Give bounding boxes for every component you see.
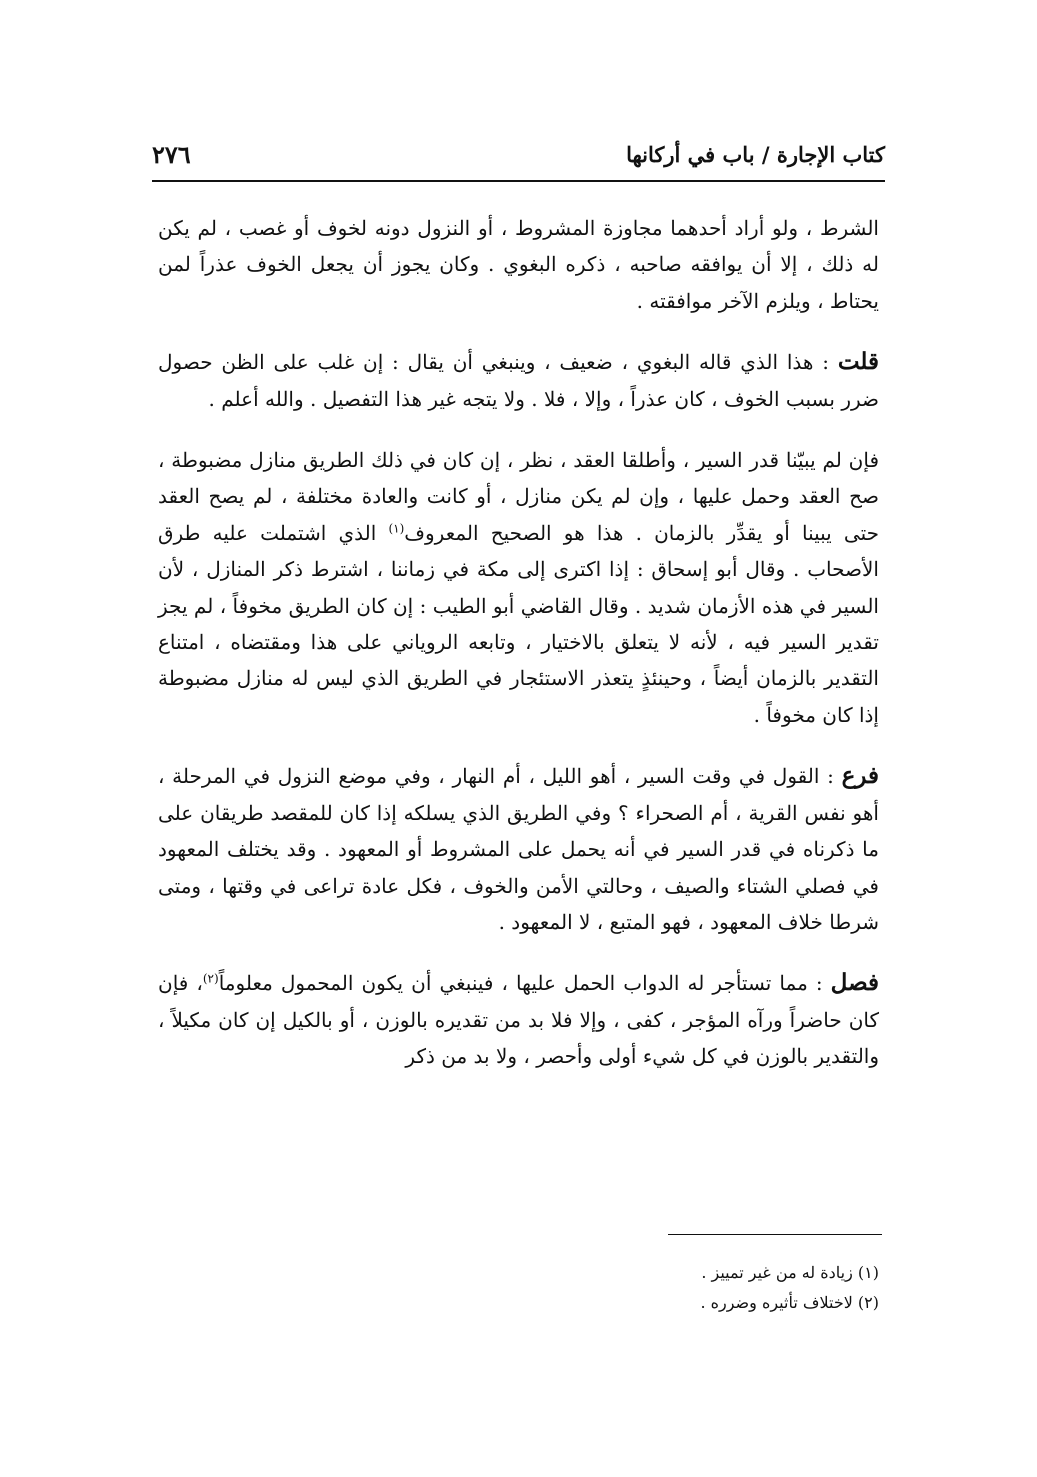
paragraph-2 bbox=[158, 344, 879, 417]
paragraph-text: الشرط ، ولو أراد أحدهما مجاوزة المشروط ، أو النزول دونه لخوف أو غصب ، لم يكن له ذلك ، إلا أن يوافقه صاحبه ، ذكره البغوي . وكان يجوز أن يجعل الخوف عذراً لمن يحتاط ، ويلزم الآخر موافقته . bbox=[158, 216, 879, 313]
footnote-1: (١) زيادة له من غير تمييز . bbox=[701, 1263, 879, 1282]
paragraph-text-continued: الذي اشتملت عليه طرق الأصحاب . وقال أبو إسحاق : إذا اكترى إلى مكة في زماننا ، اشترط ذكر المنازل ، لأن السير في هذه الأزمان شديد . وقال القاضي أبو الطيب : إن كان الطريق مخوفاً ، لم يجز تقدير السير فيه ، لأنه لا يتعلق بالاختيار ، وتابعه الروياني على هذا ومقتضاه ، امتناع التقدير بالزمان أيضاً ، وحينئذٍ يتعذر الاستئجار في الطريق الذي ليس له منازل مضبوطة إذا كان مخوفاً . bbox=[158, 520, 879, 727]
paragraph-text: : مما تستأجر له الدواب الحمل عليها ، فينبغي أن يكون المحمول معلوماً bbox=[218, 971, 823, 996]
paragraph-text-continued: ، فإن كان حاضراً ورآه المؤجر ، كفى ، وإلا فلا بد من تقديره بالوزن ، أو بالكيل إن كان مكيلاً ، والتقدير بالوزن في كل شيء أولى وأحصر ، ولا بد من ذكر bbox=[158, 971, 879, 1069]
footnote-2: (٢) لاختلاف تأثيره وضرره . bbox=[700, 1293, 879, 1312]
paragraph-5 bbox=[158, 965, 879, 1074]
paragraph-lead-word: قلت bbox=[837, 348, 880, 376]
paragraph-text: : القول في وقت السير ، أهو الليل ، أم النهار ، وفي موضع النزول في المرحلة ، أهو نفس القرية ، أم الصحراء ؟ وفي الطريق الذي يسلكه إذا كان للمقصد طريقان على ما ذكرناه في قدر السير في أنه يحمل على المشروط أو المعهود . وقد يختلف المعهود في فصلي الشتاء والصيف ، وحالتي الأمن والخوف ، فكل عادة تراعى في وقتها ، ومتى شرطا خلاف المعهود ، فهو المتبع ، لا المعهود . bbox=[158, 764, 879, 934]
footnote-marker: (٢) bbox=[202, 971, 219, 986]
paragraph-text: : هذا الذي قاله البغوي ، ضعيف ، وينبغي أن يقال : إن غلب على الظن حصول ضرر بسبب الخوف ، كان عذراً ، وإلا ، فلا . ولا يتجه غير هذا التفصيل . والله أعلم . bbox=[158, 350, 879, 411]
running-header bbox=[152, 128, 885, 182]
footnote-separator bbox=[668, 1234, 882, 1235]
header-title: كتاب الإجارة / باب في أركانها bbox=[626, 142, 885, 167]
paragraph-4 bbox=[158, 758, 879, 940]
footnotes bbox=[479, 1258, 879, 1318]
paragraph-1 bbox=[158, 210, 879, 319]
paragraph-lead-word: فرع bbox=[841, 762, 879, 790]
paragraph-text: فإن لم يبيّنا قدر السير ، وأطلقا العقد ، نظر ، إن كان في ذلك الطريق منازل مضبوطة ، صح العقد وحمل عليها ، وإن لم يكن منازل ، أو كانت والعادة مختلفة ، لم يصح العقد حتى يبينا أو يقدِّر بالزمان . هذا هو الصحيح المعروف bbox=[158, 448, 879, 545]
paragraph-3 bbox=[158, 442, 879, 733]
paragraph-lead-word: فصل bbox=[830, 969, 880, 997]
body-text bbox=[158, 210, 879, 1100]
page-number: ٢٧٦ bbox=[152, 140, 191, 169]
footnote-marker: (١) bbox=[388, 521, 405, 536]
